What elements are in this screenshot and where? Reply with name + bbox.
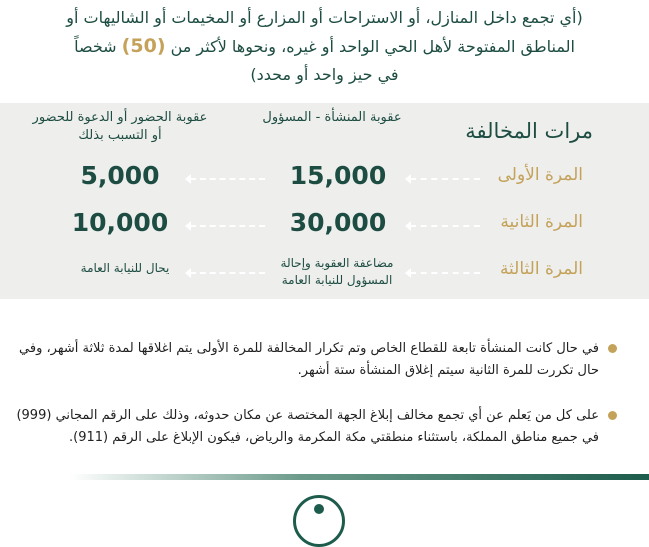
header-facility: عقوبة المنشأة - المسؤول (262, 110, 402, 125)
header-occurrences: مرات المخالفة (465, 119, 593, 143)
note-item (9, 338, 621, 382)
arrow-icon (410, 225, 480, 227)
intro-text (0, 4, 649, 89)
intro-line-1: (أي تجمع داخل المنازل، أو الاستراحات أو المزارع أو المخيمات أو الشاليهات أو (66, 8, 583, 27)
arrow-icon (410, 178, 480, 180)
intro-line-2-a: المناطق المفتوحة لأهل الحي الواحد أو غيره، ونحوها لأكثر من (170, 37, 575, 56)
table-row (0, 159, 649, 199)
intro-line-2 (0, 32, 649, 61)
note-item (9, 405, 621, 449)
note-text: في حال كانت المنشأة تابعة للقطاع الخاص وتم تكرار المخالفة للمرة الأولى يتم اغلاقها لمدة ثلاثة أشهر، وفي حال تكررت للمرة الثانية سيتم إغلاق المنشأة ستة أشهر. (19, 341, 599, 378)
row-label: المرة الثالثة (499, 259, 583, 279)
attendance-penalty: 5,000 (80, 161, 160, 190)
attendance-penalty: 10,000 (71, 208, 169, 237)
header-attendance: عقوبة الحضور أو الدعوة للحضور أو التسبب بذلك (32, 110, 208, 143)
arrow-icon (190, 178, 265, 180)
attendance-penalty: يحال للنيابة العامة (80, 261, 170, 275)
row-label: المرة الثانية (500, 212, 583, 232)
intro-line-3: في حيز واحد أو محدد) (250, 65, 399, 84)
table-row (0, 206, 649, 246)
table-row (0, 253, 649, 293)
row-label: المرة الأولى (497, 165, 583, 185)
intro-highlight: (50) (121, 35, 166, 57)
arrow-icon (410, 272, 480, 274)
arrow-icon (190, 225, 265, 227)
bullet-icon (608, 411, 617, 420)
facility-penalty: 15,000 (289, 161, 387, 190)
penalty-table (0, 103, 649, 299)
intro-line-2-b: شخصاً (74, 37, 117, 56)
note-text: على كل من يَعلم عن أي تجمع مخالف إبلاغ الجهة المختصة عن مكان حدوثه، وذلك على الرقم المجاني (999) في جميع مناطق المملكة، باستثناء منطقتي مكة المكرمة والرياض، فيكون الإبلاغ على الرقم (911). (16, 408, 599, 445)
divider-bar (70, 474, 649, 480)
facility-penalty: 30,000 (289, 208, 387, 237)
facility-penalty: مضاعفة العقوبة وإحالة المسؤول للنيابة العامة (280, 256, 394, 287)
emblem-logo (293, 495, 345, 547)
bullet-icon (608, 344, 617, 353)
